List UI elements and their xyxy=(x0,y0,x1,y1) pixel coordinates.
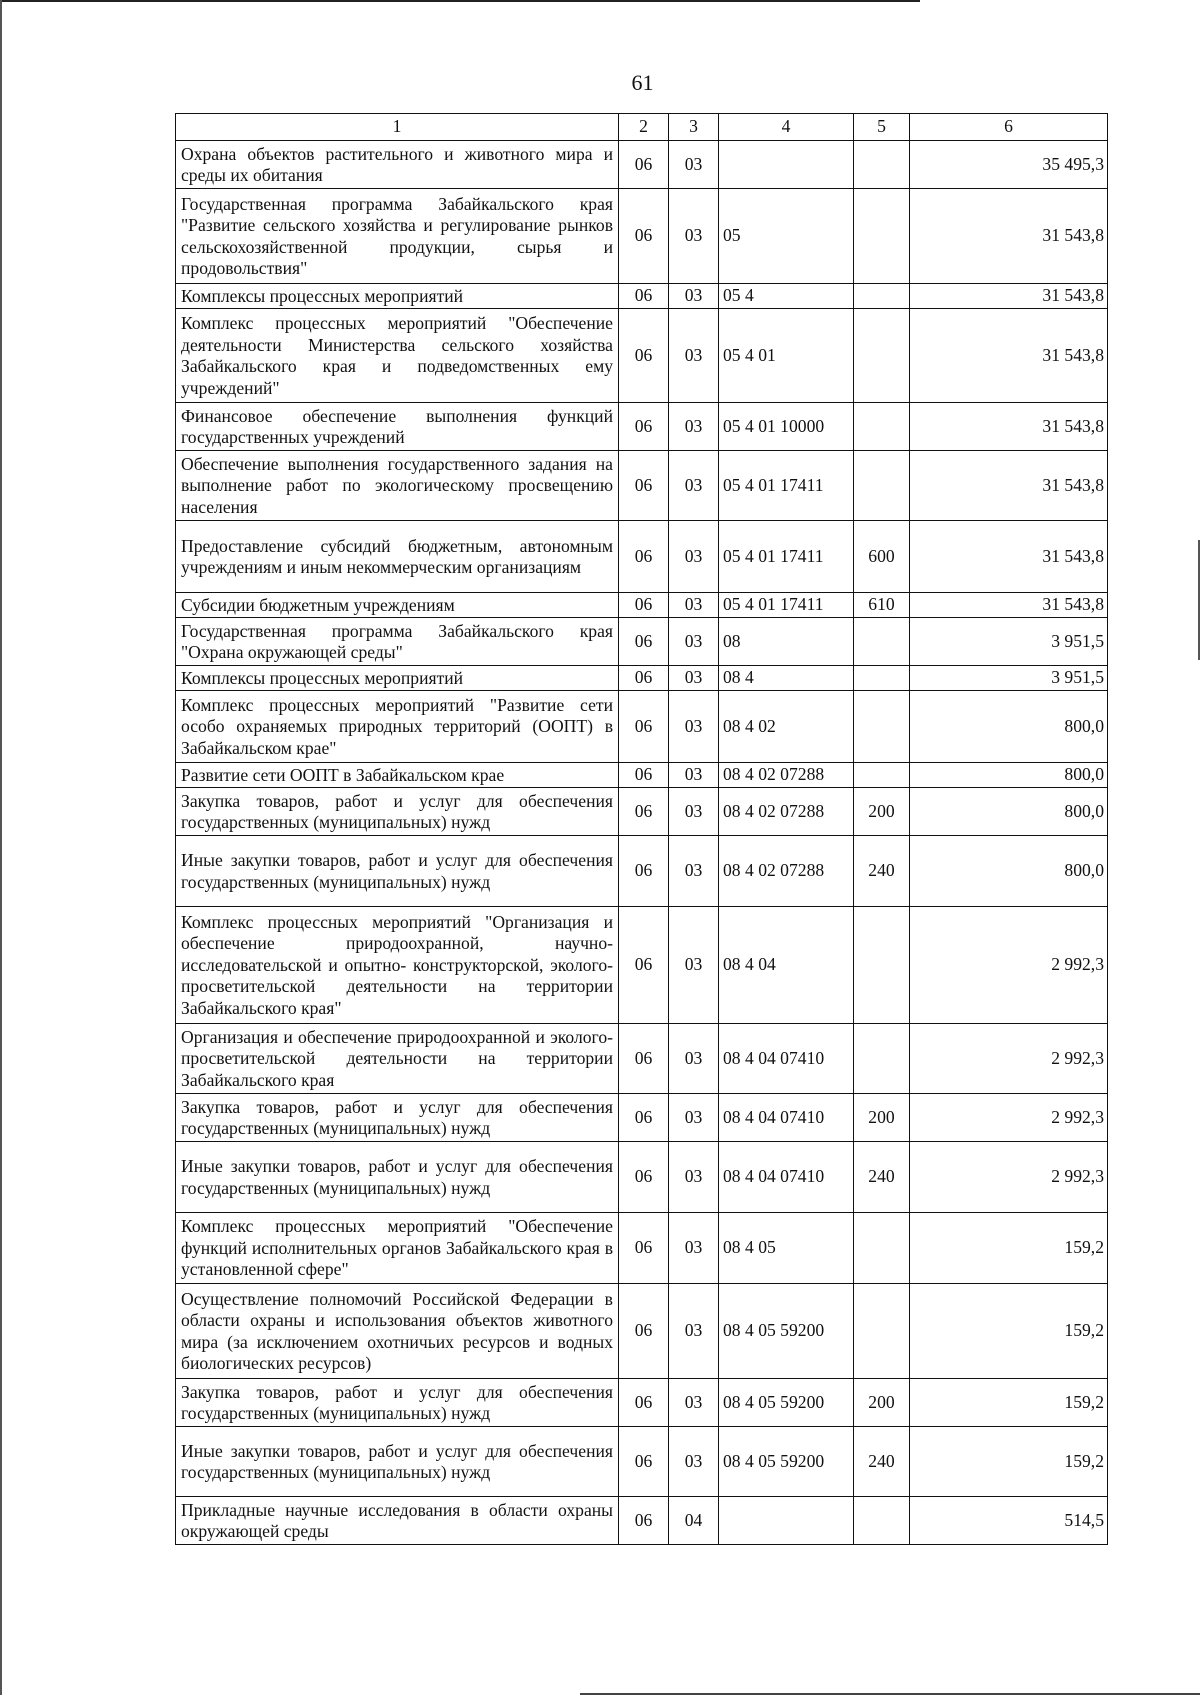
col-header-3: 3 xyxy=(669,114,719,141)
subsection-code-cell: 03 xyxy=(669,1024,719,1094)
section-code-cell: 06 xyxy=(619,691,669,763)
row-name-cell: Предоставление субсидий бюджетным, автономным учреждениям и иным некоммерческим организациям xyxy=(176,521,619,593)
expense-type-cell: 200 xyxy=(854,788,910,836)
section-code-cell: 06 xyxy=(619,618,669,666)
section-code-cell: 06 xyxy=(619,593,669,618)
section-code-cell: 06 xyxy=(619,189,669,284)
expense-type-cell: 200 xyxy=(854,1379,910,1427)
section-code-cell: 06 xyxy=(619,309,669,403)
table-body xyxy=(176,141,1108,1545)
row-name-cell: Государственная программа Забайкальского края "Развитие сельского хозяйства и регулирование рынков сельскохозяйственной продукции, сырья и продовольствия" xyxy=(176,189,619,284)
expense-type-cell xyxy=(854,1497,910,1545)
target-article-cell: 08 4 04 07410 xyxy=(719,1024,854,1094)
target-article-cell: 08 4 04 xyxy=(719,907,854,1024)
subsection-code-cell: 03 xyxy=(669,284,719,309)
amount-cell: 159,2 xyxy=(910,1213,1108,1284)
subsection-code-cell: 03 xyxy=(669,189,719,284)
section-code-cell: 06 xyxy=(619,141,669,189)
amount-cell: 3 951,5 xyxy=(910,618,1108,666)
subsection-code-cell: 03 xyxy=(669,309,719,403)
page-number: 61 xyxy=(631,70,654,95)
subsection-code-cell: 03 xyxy=(669,1427,719,1497)
section-code-cell: 06 xyxy=(619,1284,669,1379)
expense-type-cell xyxy=(854,141,910,189)
section-code-cell: 06 xyxy=(619,451,669,521)
section-code-cell: 06 xyxy=(619,1427,669,1497)
target-article-cell: 05 4 01 17411 xyxy=(719,593,854,618)
target-article-cell: 08 4 05 59200 xyxy=(719,1427,854,1497)
target-article-cell xyxy=(719,1497,854,1545)
section-code-cell: 06 xyxy=(619,1379,669,1427)
amount-cell: 31 543,8 xyxy=(910,189,1108,284)
target-article-cell: 05 4 01 17411 xyxy=(719,521,854,593)
subsection-code-cell: 04 xyxy=(669,1497,719,1545)
row-name-cell: Обеспечение выполнения государственного задания на выполнение работ по экологическому просвещению населения xyxy=(176,451,619,521)
expense-type-cell xyxy=(854,691,910,763)
target-article-cell: 08 4 04 07410 xyxy=(719,1094,854,1142)
amount-cell: 31 543,8 xyxy=(910,593,1108,618)
target-article-cell: 05 4 01 17411 xyxy=(719,451,854,521)
row-name-cell: Комплекс процессных мероприятий "Обеспечение деятельности Министерства сельского хозяйства Забайкальского края и подведомственных ему учреждений" xyxy=(176,309,619,403)
subsection-code-cell: 03 xyxy=(669,836,719,907)
subsection-code-cell: 03 xyxy=(669,907,719,1024)
budget-table xyxy=(175,113,1108,1545)
target-article-cell: 05 xyxy=(719,189,854,284)
table-row xyxy=(176,1284,1108,1379)
expense-type-cell xyxy=(854,763,910,788)
col-header-6: 6 xyxy=(910,114,1108,141)
table-row xyxy=(176,141,1108,189)
row-name-cell: Государственная программа Забайкальского края "Охрана окружающей среды" xyxy=(176,618,619,666)
subsection-code-cell: 03 xyxy=(669,451,719,521)
section-code-cell: 06 xyxy=(619,1024,669,1094)
row-name-cell: Комплекс процессных мероприятий "Обеспечение функций исполнительных органов Забайкальского края в установленной сфере" xyxy=(176,1213,619,1284)
header-row xyxy=(176,114,1108,141)
table-row xyxy=(176,451,1108,521)
target-article-cell: 08 4 05 59200 xyxy=(719,1379,854,1427)
table-row xyxy=(176,521,1108,593)
row-name-cell: Иные закупки товаров, работ и услуг для обеспечения государственных (муниципальных) нужд xyxy=(176,836,619,907)
target-article-cell: 05 4 01 10000 xyxy=(719,403,854,451)
amount-cell: 31 543,8 xyxy=(910,309,1108,403)
section-code-cell: 06 xyxy=(619,1213,669,1284)
row-name-cell: Комплекс процессных мероприятий "Организация и обеспечение природоохранной, научно-исследовательской и опытно- конструкторской, эколого-просветительской деятельности на территории Забайкальского края" xyxy=(176,907,619,1024)
subsection-code-cell: 03 xyxy=(669,1142,719,1213)
row-name-cell: Закупка товаров, работ и услуг для обеспечения государственных (муниципальных) нужд xyxy=(176,1094,619,1142)
table-row xyxy=(176,1379,1108,1427)
row-name-cell: Закупка товаров, работ и услуг для обеспечения государственных (муниципальных) нужд xyxy=(176,788,619,836)
subsection-code-cell: 03 xyxy=(669,666,719,691)
subsection-code-cell: 03 xyxy=(669,403,719,451)
amount-cell: 159,2 xyxy=(910,1284,1108,1379)
target-article-cell: 05 4 xyxy=(719,284,854,309)
expense-type-cell xyxy=(854,666,910,691)
expense-type-cell: 240 xyxy=(854,1142,910,1213)
amount-cell: 800,0 xyxy=(910,836,1108,907)
table-row xyxy=(176,403,1108,451)
amount-cell: 3 951,5 xyxy=(910,666,1108,691)
amount-cell: 2 992,3 xyxy=(910,1024,1108,1094)
amount-cell: 2 992,3 xyxy=(910,1142,1108,1213)
subsection-code-cell: 03 xyxy=(669,763,719,788)
target-article-cell: 08 4 05 xyxy=(719,1213,854,1284)
section-code-cell: 06 xyxy=(619,1094,669,1142)
expense-type-cell: 240 xyxy=(854,1427,910,1497)
table-row xyxy=(176,284,1108,309)
target-article-cell: 08 4 02 xyxy=(719,691,854,763)
col-header-1: 1 xyxy=(176,114,619,141)
target-article-cell: 08 4 02 07288 xyxy=(719,763,854,788)
row-name-cell: Комплексы процессных мероприятий xyxy=(176,666,619,691)
target-article-cell: 08 4 02 07288 xyxy=(719,788,854,836)
row-name-cell: Иные закупки товаров, работ и услуг для обеспечения государственных (муниципальных) нужд xyxy=(176,1142,619,1213)
row-name-cell: Охрана объектов растительного и животного мира и среды их обитания xyxy=(176,141,619,189)
target-article-cell: 05 4 01 xyxy=(719,309,854,403)
section-code-cell: 06 xyxy=(619,521,669,593)
expense-type-cell xyxy=(854,309,910,403)
amount-cell: 159,2 xyxy=(910,1379,1108,1427)
col-header-5: 5 xyxy=(854,114,910,141)
table-row xyxy=(176,593,1108,618)
amount-cell: 31 543,8 xyxy=(910,403,1108,451)
amount-cell: 800,0 xyxy=(910,691,1108,763)
table-row xyxy=(176,189,1108,284)
table-row xyxy=(176,836,1108,907)
amount-cell: 800,0 xyxy=(910,788,1108,836)
table-row xyxy=(176,1213,1108,1284)
target-article-cell: 08 4 02 07288 xyxy=(719,836,854,907)
amount-cell: 800,0 xyxy=(910,763,1108,788)
subsection-code-cell: 03 xyxy=(669,593,719,618)
row-name-cell: Закупка товаров, работ и услуг для обеспечения государственных (муниципальных) нужд xyxy=(176,1379,619,1427)
row-name-cell: Развитие сети ООПТ в Забайкальском крае xyxy=(176,763,619,788)
section-code-cell: 06 xyxy=(619,1497,669,1545)
table-row xyxy=(176,618,1108,666)
row-name-cell: Комплекс процессных мероприятий "Развитие сети особо охраняемых природных территорий (ООПТ) в Забайкальском крае" xyxy=(176,691,619,763)
target-article-cell: 08 4 04 07410 xyxy=(719,1142,854,1213)
row-name-cell: Прикладные научные исследования в области охраны окружающей среды xyxy=(176,1497,619,1545)
target-article-cell: 08 4 05 59200 xyxy=(719,1284,854,1379)
amount-cell: 514,5 xyxy=(910,1497,1108,1545)
subsection-code-cell: 03 xyxy=(669,1094,719,1142)
target-article-cell xyxy=(719,141,854,189)
table-row xyxy=(176,1427,1108,1497)
table-row xyxy=(176,1142,1108,1213)
table-row xyxy=(176,788,1108,836)
expense-type-cell xyxy=(854,451,910,521)
section-code-cell: 06 xyxy=(619,788,669,836)
scan-edge-top xyxy=(0,0,920,2)
expense-type-cell: 240 xyxy=(854,836,910,907)
amount-cell: 2 992,3 xyxy=(910,1094,1108,1142)
row-name-cell: Финансовое обеспечение выполнения функций государственных учреждений xyxy=(176,403,619,451)
expense-type-cell xyxy=(854,403,910,451)
table-row xyxy=(176,309,1108,403)
target-article-cell: 08 xyxy=(719,618,854,666)
expense-type-cell xyxy=(854,907,910,1024)
amount-cell: 159,2 xyxy=(910,1427,1108,1497)
expense-type-cell xyxy=(854,284,910,309)
section-code-cell: 06 xyxy=(619,763,669,788)
section-code-cell: 06 xyxy=(619,284,669,309)
subsection-code-cell: 03 xyxy=(669,1284,719,1379)
subsection-code-cell: 03 xyxy=(669,691,719,763)
expense-type-cell xyxy=(854,1024,910,1094)
table-row xyxy=(176,907,1108,1024)
table-row xyxy=(176,1024,1108,1094)
amount-cell: 35 495,3 xyxy=(910,141,1108,189)
table-row xyxy=(176,763,1108,788)
table-row xyxy=(176,1094,1108,1142)
row-name-cell: Субсидии бюджетным учреждениям xyxy=(176,593,619,618)
amount-cell: 31 543,8 xyxy=(910,451,1108,521)
section-code-cell: 06 xyxy=(619,907,669,1024)
section-code-cell: 06 xyxy=(619,1142,669,1213)
subsection-code-cell: 03 xyxy=(669,788,719,836)
expense-type-cell xyxy=(854,1213,910,1284)
row-name-cell: Организация и обеспечение природоохранной и эколого-просветительской деятельности на территории Забайкальского края xyxy=(176,1024,619,1094)
subsection-code-cell: 03 xyxy=(669,1213,719,1284)
expense-type-cell xyxy=(854,1284,910,1379)
subsection-code-cell: 03 xyxy=(669,141,719,189)
expense-type-cell: 200 xyxy=(854,1094,910,1142)
amount-cell: 2 992,3 xyxy=(910,907,1108,1024)
subsection-code-cell: 03 xyxy=(669,618,719,666)
section-code-cell: 06 xyxy=(619,836,669,907)
expense-type-cell: 610 xyxy=(854,593,910,618)
row-name-cell: Осуществление полномочий Российской Федерации в области охраны и использования объектов животного мира (за исключением охотничьих ресурсов и водных биологических ресурсов) xyxy=(176,1284,619,1379)
subsection-code-cell: 03 xyxy=(669,521,719,593)
subsection-code-cell: 03 xyxy=(669,1379,719,1427)
section-code-cell: 06 xyxy=(619,403,669,451)
table-row xyxy=(176,691,1108,763)
amount-cell: 31 543,8 xyxy=(910,284,1108,309)
target-article-cell: 08 4 xyxy=(719,666,854,691)
row-name-cell: Иные закупки товаров, работ и услуг для обеспечения государственных (муниципальных) нужд xyxy=(176,1427,619,1497)
table-row xyxy=(176,1497,1108,1545)
expense-type-cell: 600 xyxy=(854,521,910,593)
expense-type-cell xyxy=(854,189,910,284)
col-header-2: 2 xyxy=(619,114,669,141)
section-code-cell: 06 xyxy=(619,666,669,691)
col-header-4: 4 xyxy=(719,114,854,141)
row-name-cell: Комплексы процессных мероприятий xyxy=(176,284,619,309)
amount-cell: 31 543,8 xyxy=(910,521,1108,593)
expense-type-cell xyxy=(854,618,910,666)
table-row xyxy=(176,666,1108,691)
scan-edge-left xyxy=(0,0,2,1695)
